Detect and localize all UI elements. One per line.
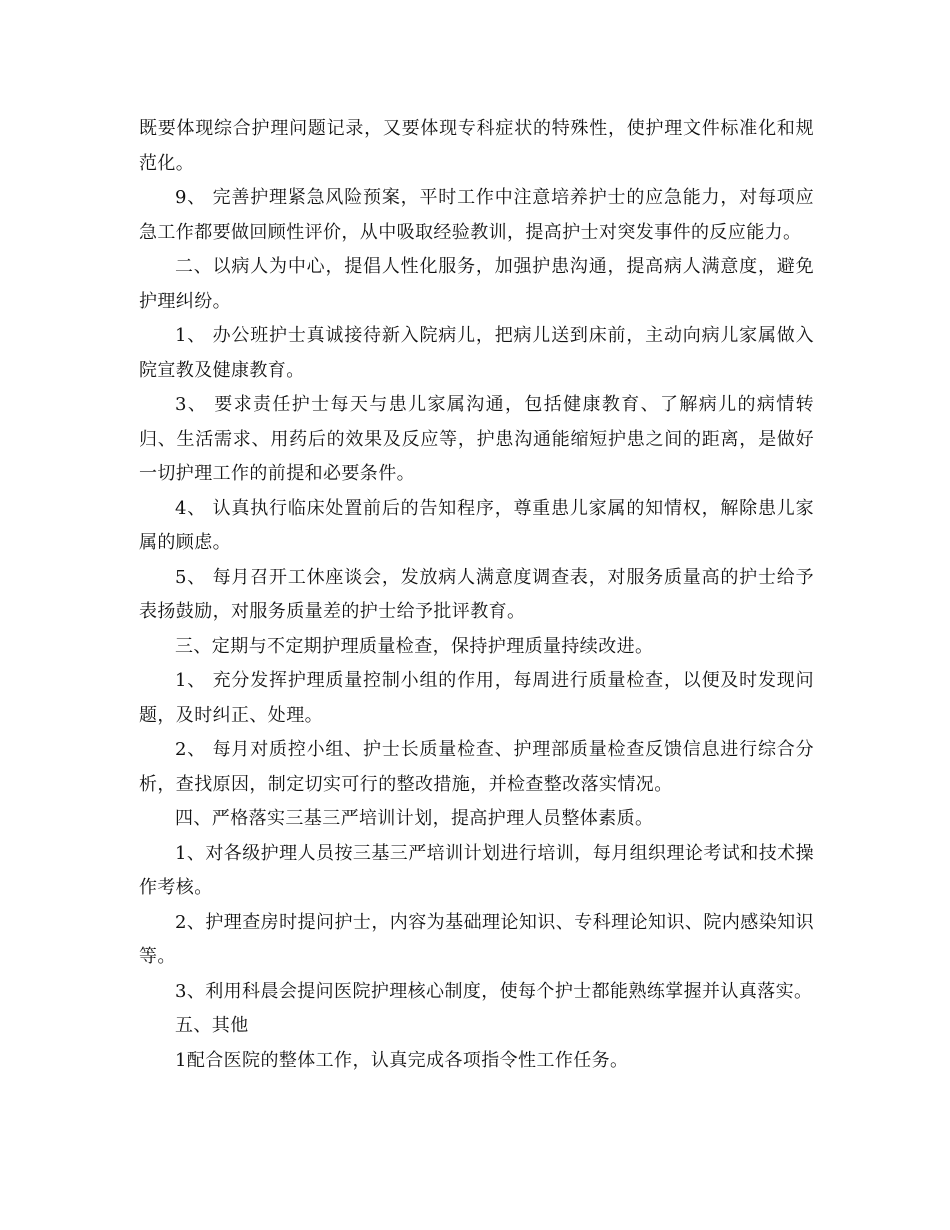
paragraph-continuation: 既要体现综合护理问题记录，又要体现专科症状的特殊性，使护理文件标准化和规范化。 <box>139 118 814 174</box>
paragraph-item: 3、 要求责任护士每天与患儿家属沟通，包括健康教育、了解病儿的病情转归、生活需求、用药后的效果及反应等，护患沟通能缩短护患之间的距离，是做好一切护理工作的前提和必要条件。 <box>139 394 814 484</box>
paragraph-item: 3、利用科晨会提问医院护理核心制度，使每个护士都能熟练掌握并认真落实。 <box>175 980 813 1002</box>
paragraph-item-9: 9、 完善护理紧急风险预案，平时工作中注意培养护士的应急能力，对每项应急工作都要做回顾性评价，从中吸取经验教训，提高护士对突发事件的反应能力。 <box>139 187 814 243</box>
section-heading-2: 二、以病人为中心，提倡人性化服务，加强护患沟通，提高病人满意度，避免护理纠纷。 <box>139 256 814 312</box>
document-body <box>139 112 814 1078</box>
paragraph-item: 1、 办公班护士真诚接待新入院病儿，把病儿送到床前，主动向病儿家属做入院宣教及健康教育。 <box>139 325 814 381</box>
paragraph-item: 2、 每月对质控小组、护士长质量检查、护理部质量检查反馈信息进行综合分析，查找原因，制定切实可行的整改措施，并检查整改落实情况。 <box>139 739 814 795</box>
paragraph-item: 4、 认真执行临床处置前后的告知程序，尊重患儿家属的知情权，解除患儿家属的顾虑。 <box>139 497 814 553</box>
section-heading-4: 四、严格落实三基三严培训计划，提高护理人员整体素质。 <box>175 808 654 829</box>
section-heading-3: 三、定期与不定期护理质量检查，保持护理质量持续改进。 <box>175 635 654 657</box>
paragraph-item: 1配合医院的整体工作，认真完成各项指令性工作任务。 <box>175 1049 629 1071</box>
paragraph-item: 5、 每月召开工休座谈会，发放病人满意度调查表，对服务质量高的护士给予表扬鼓励，对服务质量差的护士给予批评教育。 <box>139 566 814 622</box>
paragraph-item: 1、 充分发挥护理质量控制小组的作用，每周进行质量检查，以便及时发现问题，及时纠正、处理。 <box>139 670 814 726</box>
paragraph-item: 2、护理查房时提问护士，内容为基础理论知识、专科理论知识、院内感染知识等。 <box>139 911 814 967</box>
section-heading-5: 五、其他 <box>175 1015 249 1036</box>
paragraph-item: 1、对各级护理人员按三基三严培训计划进行培训，每月组织理论考试和技术操作考核。 <box>139 842 814 898</box>
